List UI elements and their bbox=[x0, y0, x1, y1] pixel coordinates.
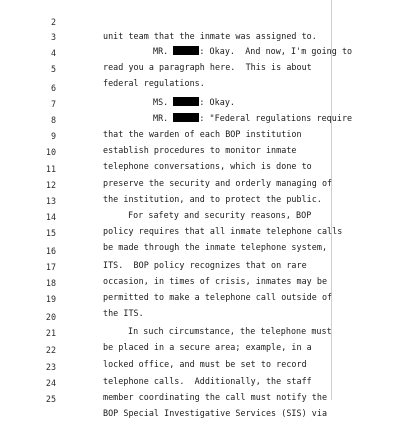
line-text: unit team that the inmate was assigned to. bbox=[103, 31, 317, 41]
line-number: 7 bbox=[50, 99, 56, 109]
line-number: 25 bbox=[45, 394, 56, 404]
speaker-label: MS. bbox=[153, 97, 169, 107]
line-number: 16 bbox=[45, 246, 56, 256]
line-number: 21 bbox=[45, 328, 56, 338]
line-text: be made through the inmate telephone system, bbox=[103, 242, 328, 252]
transcript-line bbox=[0, 1, 400, 41]
line-text: the ITS. bbox=[103, 308, 144, 318]
line-number: 4 bbox=[50, 48, 56, 58]
line-number: 24 bbox=[45, 378, 56, 388]
line-text: occasion, in times of crisis, inmates may be bbox=[103, 276, 328, 286]
line-number: 5 bbox=[50, 64, 56, 74]
line-text: preserve the security and orderly managing of bbox=[103, 178, 333, 188]
speaker-label: MR. bbox=[153, 113, 169, 123]
line-number: 10 bbox=[45, 147, 56, 157]
line-number: 19 bbox=[45, 294, 56, 304]
speaker-label: MR. bbox=[153, 46, 169, 56]
line-text: member coordinating the call must notify the bbox=[103, 392, 328, 402]
line-text: federal regulations. bbox=[103, 78, 205, 88]
line-text: ITS. BOP policy recognizes that on rare bbox=[103, 260, 307, 270]
line-number: 9 bbox=[50, 131, 56, 141]
line-number: 13 bbox=[45, 196, 56, 206]
line-text: telephone calls. Additionally, the staff bbox=[103, 376, 312, 386]
line-text: telephone conversations, which is done to bbox=[103, 161, 312, 171]
line-text: In such circumstance, the telephone must bbox=[128, 326, 332, 336]
line-number: 3 bbox=[50, 32, 56, 42]
line-number: 6 bbox=[50, 83, 56, 93]
line-text: : Okay. And now, I'm going to bbox=[199, 46, 353, 56]
line-number: 15 bbox=[45, 228, 56, 238]
line-number: 22 bbox=[45, 345, 56, 355]
line-number: 18 bbox=[45, 278, 56, 288]
line-number: 2 bbox=[50, 17, 56, 27]
line-text: read you a paragraph here. This is about bbox=[103, 62, 312, 72]
line-text: permitted to make a telephone call outside of bbox=[103, 292, 333, 302]
line-text: : "Federal regulations require bbox=[199, 113, 353, 123]
line-number: 8 bbox=[50, 115, 56, 125]
line-text: establish procedures to monitor inmate bbox=[103, 145, 297, 155]
line-number: 12 bbox=[45, 180, 56, 190]
line-text: : Okay. bbox=[199, 97, 236, 107]
line-number: 23 bbox=[45, 362, 56, 372]
line-number: 11 bbox=[45, 164, 56, 174]
line-text: the institution, and to protect the public. bbox=[103, 194, 322, 204]
line-text: For safety and security reasons, BOP bbox=[128, 210, 312, 220]
line-text: locked office, and must be set to record bbox=[103, 359, 307, 369]
line-number: 17 bbox=[45, 262, 56, 272]
line-text: BOP Special Investigative Services (SIS) via bbox=[103, 408, 328, 418]
line-number: 14 bbox=[45, 212, 56, 222]
line-number: 20 bbox=[45, 312, 56, 322]
line-text: policy requires that all inmate telephone calls bbox=[103, 226, 343, 236]
line-text: be placed in a secure area; example, in a bbox=[103, 342, 312, 352]
line-text: that the warden of each BOP institution bbox=[103, 129, 302, 139]
